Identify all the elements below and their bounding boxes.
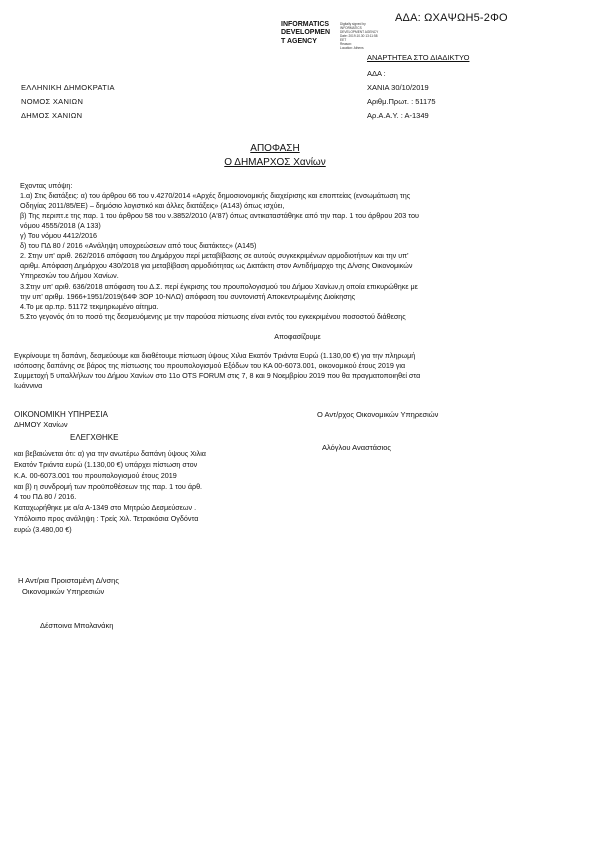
- stamp-line: INFORMATICS: [340, 26, 362, 30]
- body-line: την υπ' αριθμ. 1966+1951/2019(64Φ 3ΟΡ 10-ΝΛΩ) απόφαση του συντονιστή Αποκεντρωμένης Διοίκησης: [20, 292, 356, 301]
- stamp-line: Location: Athens: [340, 46, 364, 50]
- stamp-line: EET: [340, 38, 347, 42]
- body-line: 3.Στην υπ' αριθ. 636/2018 απόφαση του Δ.Σ. περί έγκρισης του προυπολογισμού του Δήμου Χανίων,η οποία επικυρώθηκε με: [20, 282, 418, 291]
- body-line: νόμου 4555/2018 (Α 133): [20, 221, 101, 230]
- stamp-line: Date: 2019.10.30 13:11:58: [340, 34, 378, 38]
- finance-line: ευρώ (3.480,00 €): [14, 525, 72, 534]
- agency-logo-text: [281, 21, 330, 46]
- decision-line: Εγκρίνουμε τη δαπάνη, δεσμεύουμε και διαθέτουμε πίστωση ύψους Χιλια Εκατόν Τριάντα Ευρώ (1.130,00 €) για την πληρωμή: [14, 351, 416, 360]
- body-line: Υπηρεσιών του Δήμου Χανίων.: [20, 271, 119, 280]
- finance-line: και βεβαιώνεται ότι: α) για την ανωτέρω δαπάνη ύψους Χιλια: [14, 449, 206, 458]
- body-line: Οδηγίας 2011/85/ΕΕ) – δημόσιο λογιστικό και άλλες διατάξεις» (Α143) όπως ισχύει,: [20, 201, 285, 210]
- ada-code: ΑΔΑ: ΩΧΑΨΩΗ5-2ΦΟ: [395, 12, 508, 24]
- body-line: δ) του ΠΔ 80 / 2016 «Ανάληψη υποχρεώσεων από τους διατάκτες» (Α145): [20, 241, 257, 250]
- decision-line: Συμμετοχή 5 υπαλλήλων του Δήμου Χανίων στο 11ο OTS FORUM στις 7, 8 και 9 Νοεμβρίου 2019 που θα πραγματοποιηθεί στα: [14, 371, 421, 380]
- header-aay-number: Αρ.Α.Α.Υ. : Α-1349: [367, 111, 429, 120]
- finance-line: 4 του ΠΔ 80 / 2016.: [14, 492, 77, 501]
- finance-line: Κ.Α. 00-6073.001 του προυπολογισμού έτους 2019: [14, 471, 177, 480]
- title-decision: ΑΠΟΦΑΣΗ: [250, 143, 300, 154]
- body-line: 2. Στην υπ' αριθ. 262/2016 απόφαση του Δημάρχου περί μεταβίβασης σε αυτούς συγκεκριμένων αρμοδιοτήτων και την υπ': [20, 251, 409, 260]
- body-line: 5.Στο γεγονός ότι το ποσό της δεσμευόμενης με την παρούσα πίστωσης είναι εντός του εγκεκριμένου ποσοστού διάθεσης: [20, 312, 406, 321]
- director-role-service: Οικονομικών Υπηρεσιών: [22, 587, 105, 596]
- logo-line: INFORMATICS: [281, 21, 330, 28]
- logo-line: DEVELOPMEN: [281, 29, 331, 37]
- body-line: Εχοντας υπόψη:: [20, 181, 73, 190]
- finance-line: Εκατόν Τριάντα ευρώ (1.130,00 €) υπάρχει πίστωση στον: [14, 460, 198, 469]
- stamp-line: Reason:: [340, 42, 352, 46]
- deputy-mayor-name: Αλόγλου Αναστάσιος: [322, 443, 391, 452]
- decision-line: Ιωάννινα: [14, 381, 43, 390]
- digital-signature-stamp: [340, 22, 378, 50]
- posting-notice: ΑΝΑΡΤΗΤΕΑ ΣΤΟ ΔΙΑΔΙΚΤΥΟ: [367, 53, 470, 62]
- decision-line: ισόποσης δαπάνης σε βάρος της πίστωσης του προυπολογισμού Εξόδων του ΚΑ 00-6073.001, οικονομικού έτους 2019 για: [14, 361, 406, 370]
- document-title: [0, 142, 550, 169]
- deputy-mayor-role: Ο Αντ/ρχος Οικονομικών Υπηρεσιών: [317, 410, 439, 419]
- director-role: Η Αντ/ρια Προισταμένη Δ/νσης: [18, 576, 119, 585]
- finance-line: Υπόλοιπο προς ανάληψη : Τρείς Χιλ. Τετρακόσια Ογδόντα: [14, 514, 199, 523]
- decision-heading: Αποφασίζουμε: [274, 332, 321, 341]
- logo-line: T AGENCY: [281, 37, 317, 45]
- title-mayor: Ο ΔΗΜΑΡΧΟΣ Χανίων: [224, 156, 326, 168]
- header-protocol-number: Αριθμ.Πρωτ. : 51175: [367, 97, 436, 106]
- stamp-line: Digitally signed by: [340, 22, 366, 26]
- finance-line: και β) η συνδρομή των προϋποθέσεων της παρ. 1 του άρθ.: [14, 482, 203, 491]
- finance-service-title: ΟΙΚΟΝΟΜΙΚΗ ΥΠΗΡΕΣΙΑ: [14, 410, 108, 419]
- finance-municipality: ΔΗΜΟΥ Χανίων: [14, 420, 68, 429]
- header-municipality: ΔΗΜΟΣ ΧΑΝΙΩΝ: [21, 111, 83, 120]
- body-line: γ) Του νόμου 4412/2016: [20, 231, 98, 240]
- header-date: ΧΑΝΙΑ 30/10/2019: [367, 83, 429, 92]
- body-line: β) Της περιπτ.ε της παρ. 1 του άρθρου 58 του ν.3852/2010 (Α'87) όπως αντικαταστάθηκε από την παρ. 1 του άρθρου 203 του: [20, 211, 419, 220]
- finance-line: Καταχωρήθηκε με α/α Α-1349 στο Μητρώο Δεσμεύσεων .: [14, 503, 197, 512]
- finance-checked-label: ΕΛΕΓΧΘΗΚΕ: [70, 433, 119, 442]
- stamp-line: DEVELOPMENT AGENCY: [340, 30, 379, 34]
- header-country: ΕΛΛΗΝΙΚΗ ΔΗΜΟΚΡΑΤΙΑ: [21, 83, 115, 92]
- header-ada-label: ΑΔΑ :: [367, 69, 386, 78]
- body-line: 1.α) Στις διατάξεις: α) του άρθρου 66 του ν.4270/2014 «Αρχές δημοσιονομικής διαχείρισης και εποπτείας (ενσωμάτωση της: [20, 191, 411, 200]
- body-line: 4.Το με αρ.πρ. 51172 τεκμηριωμένο αίτημα.: [20, 302, 159, 311]
- body-line: αριθμ. Απόφαση Δημάρχου 430/2018 για μεταβίβαση αρμοδιότητας ως Διατάκτη στον Αντιδήμαρχο της Δ/νσης Οικονομικών: [20, 261, 413, 270]
- director-name: Δέσποινα Μπολανάκη: [40, 621, 114, 630]
- header-prefecture: ΝΟΜΟΣ ΧΑΝΙΩΝ: [21, 97, 84, 106]
